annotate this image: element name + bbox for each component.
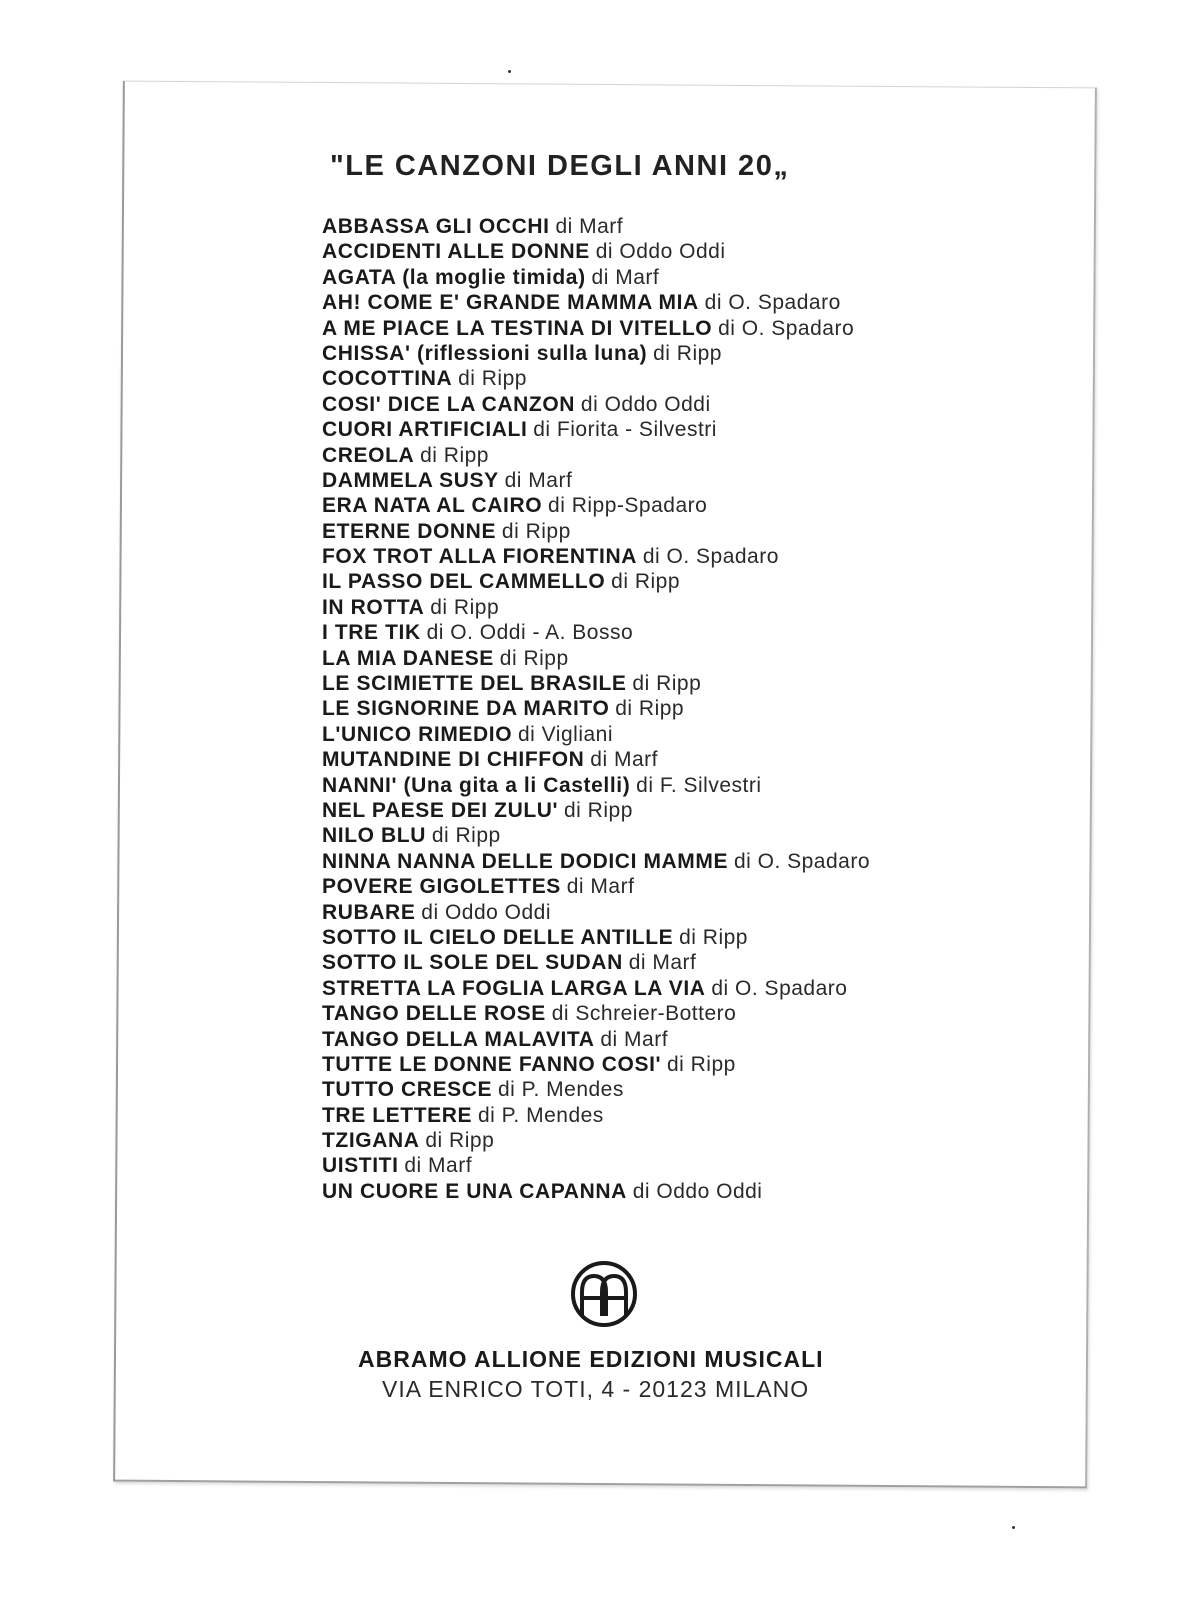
song-author: di Oddo Oddi	[580, 392, 711, 416]
song-entry	[322, 925, 870, 950]
song-entry	[322, 671, 870, 696]
song-entry	[322, 239, 870, 264]
song-author: di Fiorita - Silvestri	[533, 418, 717, 442]
song-author: di Ripp	[615, 697, 685, 721]
song-author: di Vigliani	[518, 722, 614, 746]
song-author: di P. Mendes	[477, 1103, 604, 1127]
song-author: di Schreier-Bottero	[551, 1002, 737, 1026]
song-entry	[322, 214, 870, 239]
song-author: di Oddo Oddi	[421, 900, 552, 924]
song-author: di Oddo Oddi	[632, 1179, 763, 1203]
song-title: L'UNICO RIMEDIO	[322, 722, 513, 746]
song-title: ERA NATA AL CAIRO	[322, 494, 543, 518]
song-author: di Ripp	[564, 798, 633, 822]
song-entry	[322, 722, 870, 747]
song-title: NEL PAESE DEI ZULU'	[322, 798, 559, 822]
song-title: UISTITI	[322, 1154, 399, 1178]
song-entry	[322, 417, 870, 442]
song-author: di O. Spadaro	[704, 291, 841, 315]
song-entry	[322, 290, 870, 315]
song-entry	[322, 773, 870, 798]
song-author: di Ripp-Spadaro	[548, 494, 708, 518]
song-author: di Marf	[555, 215, 624, 238]
song-author: di Marf	[504, 468, 573, 492]
song-title: NANNI' (Una gita a li Castelli)	[322, 773, 631, 797]
publisher-logo	[568, 1258, 640, 1330]
song-title: NINNA NANNA DELLE DODICI MAMME	[322, 849, 729, 873]
song-title: TZIGANA	[322, 1129, 420, 1153]
song-title: FOX TROT ALLA FIORENTINA	[322, 545, 637, 569]
song-title: CHISSA' (riflessioni sulla luna)	[322, 341, 648, 365]
song-title: NILO BLU	[322, 824, 426, 848]
song-entry	[322, 1128, 870, 1153]
publisher-address: VIA ENRICO TOTI, 4 - 20123 MILANO	[382, 1376, 810, 1402]
page-title: "LE CANZONI DEGLI ANNI 20„	[330, 150, 790, 182]
song-entry	[322, 950, 870, 975]
song-author: di Ripp	[425, 1129, 495, 1153]
song-title: LA MIA DANESE	[322, 646, 494, 670]
song-author: di Ripp	[666, 1052, 736, 1076]
song-author: di O. Spadaro	[718, 316, 855, 340]
song-title: MUTANDINE DI CHIFFON	[322, 748, 585, 772]
song-entry	[322, 646, 870, 671]
song-title: CUORI ARTIFICIALI	[322, 418, 528, 442]
song-title: ETERNE DONNE	[322, 519, 497, 543]
song-author: di Marf	[628, 951, 697, 975]
song-title: TANGO DELLE ROSE	[322, 1002, 546, 1026]
song-title: LE SIGNORINE DA MARITO	[322, 697, 610, 721]
song-author: di Ripp	[458, 367, 527, 391]
song-entry	[322, 1153, 870, 1178]
song-title: LE SCIMIETTE DEL BRASILE	[322, 672, 627, 696]
song-author: di O. Oddi - A. Bosso	[426, 621, 634, 645]
song-title: COSI' DICE LA CANZON	[322, 392, 576, 416]
publisher-name: ABRAMO ALLIONE EDIZIONI MUSICALI	[358, 1346, 824, 1372]
song-author: di Marf	[591, 265, 660, 289]
song-title: UN CUORE E UNA CAPANNA	[322, 1179, 627, 1203]
song-title: TUTTO CRESCE	[322, 1078, 493, 1102]
song-title: A ME PIACE LA TESTINA DI VITELLO	[322, 316, 713, 340]
song-author: di O. Spadaro	[733, 849, 871, 873]
song-entry	[322, 1052, 870, 1077]
song-title: SOTTO IL SOLE DEL SUDAN	[322, 951, 623, 975]
song-title: AGATA (la moglie timida)	[322, 265, 586, 289]
song-title: TRE LETTERE	[322, 1103, 473, 1127]
song-author: di Marf	[404, 1154, 473, 1178]
song-title: COCOTTINA	[322, 367, 453, 391]
song-title: I TRE TIK	[322, 621, 421, 645]
song-author: di O. Spadaro	[711, 976, 848, 1000]
song-entry	[322, 620, 870, 645]
song-entry	[322, 696, 870, 721]
song-title: AH! COME E' GRANDE MAMMA MIA	[322, 291, 699, 315]
song-entry	[322, 595, 870, 620]
song-title: IL PASSO DEL CAMMELLO	[322, 570, 606, 594]
song-title: DAMMELA SUSY	[322, 468, 499, 492]
song-title: RUBARE	[322, 900, 416, 924]
song-author: di Ripp	[611, 570, 681, 594]
song-author: di Marf	[590, 748, 658, 772]
song-author: di O. Spadaro	[642, 545, 779, 569]
song-entry	[322, 1027, 870, 1052]
song-title: ACCIDENTI ALLE DONNE	[322, 240, 590, 264]
song-entry	[322, 366, 870, 391]
song-entry	[322, 900, 870, 925]
song-entry	[322, 265, 870, 290]
song-title: ABBASSA GLI OCCHI	[322, 215, 550, 238]
song-entry	[322, 443, 870, 468]
song-entry	[322, 1103, 870, 1128]
song-author: di Ripp	[679, 925, 748, 949]
song-entry	[322, 976, 870, 1001]
song-title: CREOLA	[322, 443, 415, 467]
song-author: di Oddo Oddi	[595, 240, 726, 264]
song-author: di Ripp	[420, 443, 489, 467]
song-entry	[322, 823, 870, 848]
paper-speck	[508, 70, 511, 73]
song-title: TUTTE LE DONNE FANNO COSI'	[322, 1052, 662, 1076]
song-entry	[322, 874, 870, 899]
song-title: TANGO DELLA MALAVITA	[322, 1027, 595, 1051]
song-entry	[322, 1179, 870, 1204]
song-author: di Ripp	[430, 595, 500, 619]
song-entry	[322, 849, 870, 874]
song-title: STRETTA LA FOGLIA LARGA LA VIA	[322, 976, 706, 1000]
song-title: SOTTO IL CIELO DELLE ANTILLE	[322, 925, 674, 949]
song-author: di Ripp	[653, 341, 722, 365]
song-author: di Marf	[600, 1027, 669, 1051]
song-author: di Ripp	[632, 672, 702, 696]
song-entry	[322, 747, 870, 772]
song-entry	[322, 392, 870, 417]
song-entry	[322, 544, 870, 569]
song-entry	[322, 493, 870, 518]
song-author: di Ripp	[431, 824, 501, 848]
song-entry	[322, 468, 870, 493]
song-entry	[322, 1077, 870, 1102]
song-author: di Ripp	[501, 519, 571, 543]
song-entry	[322, 1001, 870, 1026]
song-entry	[322, 316, 870, 341]
song-entry	[322, 519, 870, 544]
song-entry	[322, 341, 870, 366]
song-author: di Marf	[566, 875, 635, 899]
song-list	[322, 214, 870, 1204]
song-author: di F. Silvestri	[636, 773, 762, 797]
song-author: di Ripp	[499, 646, 569, 670]
paper-speck	[1012, 1526, 1015, 1529]
song-title: POVERE GIGOLETTES	[322, 875, 561, 899]
song-title: IN ROTTA	[322, 595, 425, 619]
song-entry	[322, 569, 870, 594]
song-entry	[322, 798, 870, 823]
song-author: di P. Mendes	[498, 1078, 624, 1102]
